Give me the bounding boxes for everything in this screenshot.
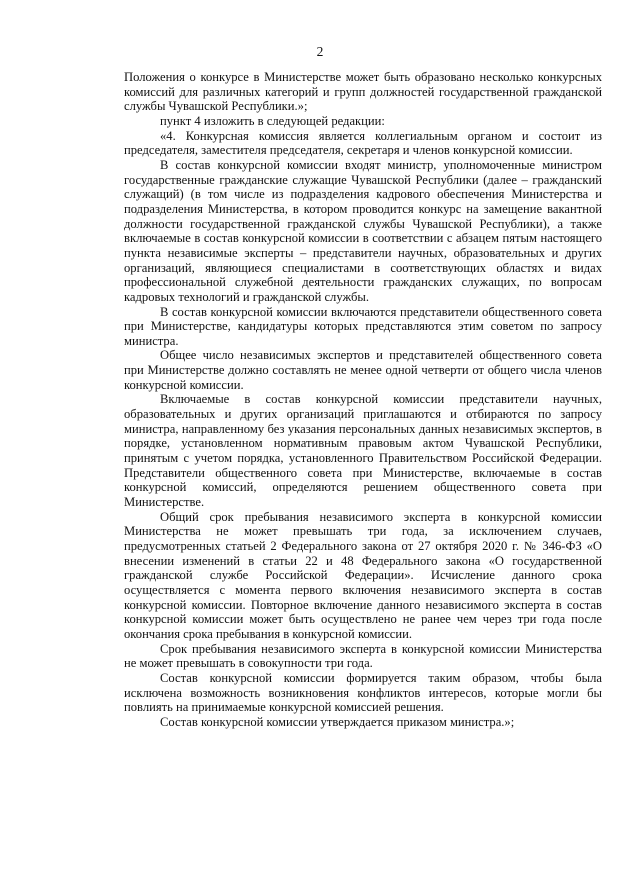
paragraph-item-4: «4. Конкурсная комиссия является коллегиальным органом и состоит из председателя, заместителя председателя, секретаря и членов конкурсной комиссии. (124, 128, 602, 158)
paragraph-commission-composition: В состав конкурсной комиссии входят министр, уполномоченные министром государственные гражданские служащие Чувашской Республики (далее – гражданский служащий) (в том числе из подразделения кадрового обеспечения Министерства и подразделения Министерства, в котором проводится конкурс на замещение вакантной должности государственной гражданской службы Чувашской Республики), а также включаемые в состав конкурсной комиссии в соответствии с абзацем пятым настоящего пункта независимые эксперты – представители научных, образовательных и других организаций, являющиеся специалистами в соответствующих областях и видах профессиональной служебной деятельности гражданских служащих, по вопросам кадровых технологий и гражданской службы. (124, 157, 602, 304)
paragraph-amendment-instruction: пункт 4 изложить в следующей редакции: (160, 113, 385, 128)
paragraph-term-limit: Срок пребывания независимого эксперта в конкурсной комиссии Министерства не может превышать в совокупности три года. (124, 641, 602, 671)
paragraph-approval: Состав конкурсной комиссии утверждается приказом министра.»; (160, 714, 515, 729)
paragraph-experts-selection: Включаемые в состав конкурсной комиссии представители научных, образовательных и других организаций приглашаются и отбираются по запросу министра, направленному без указания персональных данных независимых экспертов, в порядке, установленном нормативным правовым актом Чувашской Республики, принятым с учетом порядка, установленного Правительством Российской Федерации. Представители общественного совета при Министерстве, включаемые в состав конкурсной комиссий, определяются решением общественного совета при Министерстве. (124, 392, 602, 510)
paragraph-experts-quota: Общее число независимых экспертов и представителей общественного совета при Министерстве должно составлять не менее одной четверти от общего числа членов конкурсной комиссии. (124, 348, 602, 392)
paragraph-expert-term: Общий срок пребывания независимого эксперта в конкурсной комиссии Министерства не может превышать три года, за исключением случаев, предусмотренных статьей 2 Федерального закона от 27 октября 2020 г. № 346-ФЗ «О внесении изменений в статьи 22 и 48 Федерального закона «О государственной гражданской службе Российской Федерации». Исчисление данного срока осуществляется с момента первого включения независимого эксперта в состав конкурсной комиссии. Повторное включение данного независимого эксперта в состав конкурсной комиссии может быть осуществлено не ранее чем через три года после окончания срока пребывания в конкурсной комиссии. (124, 509, 602, 641)
paragraph-public-council: В состав конкурсной комиссии включаются представители общественного совета при Министерстве, кандидатуры которых представляются этим советом по запросу министра. (124, 304, 602, 348)
paragraph-continuation: Положения о конкурсе в Министерстве может быть образовано несколько конкурсных комиссий для различных категорий и групп должностей государственной гражданской службы Чувашской Республики.»; (124, 70, 602, 114)
paragraph-conflict-of-interest: Состав конкурсной комиссии формируется таким образом, чтобы была исключена возможность возникновения конфликтов интересов, которые могли бы повлиять на принимаемые конкурсной комиссией решения. (124, 670, 602, 715)
page-number: 2 (316, 44, 324, 59)
document-body (124, 70, 602, 730)
